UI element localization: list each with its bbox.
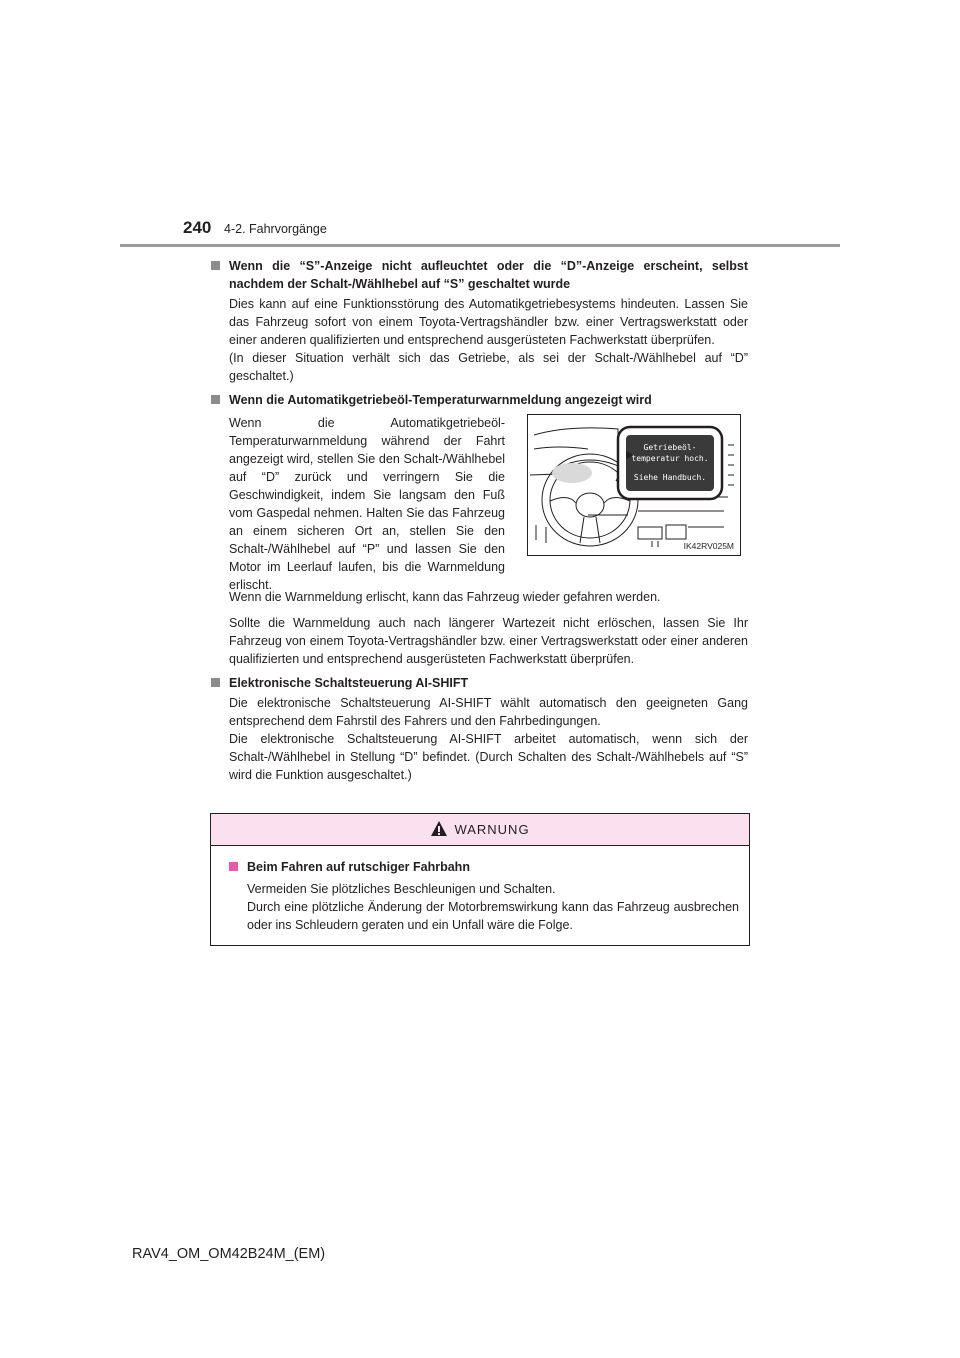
document-code: RAV4_OM_OM42B24M_(EM) [132, 1246, 326, 1262]
heading-text: Wenn die “S”-Anzeige nicht aufleuchtet oder die “D”-Anzeige erscheint, selbst nachdem der Schalt-/Wählhebel auf “S” geschaltet wurde [229, 259, 748, 291]
heading-text: Wenn die Automatikgetriebeöl-Temperaturwarnmeldung angezeigt wird [229, 393, 652, 407]
paragraph: (In dieser Situation verhält sich das Getriebe, als sei der Schalt-/Wählhebel auf “D” geschaltet.) [229, 351, 748, 383]
main-content [211, 257, 748, 784]
section-heading-s-indicator [211, 257, 748, 293]
heading-text: Beim Fahren auf rutschiger Fahrbahn [247, 860, 470, 874]
warning-title: WARNUNG [454, 822, 530, 837]
square-bullet-icon [211, 395, 220, 404]
paragraph: Die elektronische Schaltsteuerung AI-SHIFT arbeitet automatisch, wenn sich der Schalt-/Wählhebel in Stellung “D” befindet. (Durch Schalten des Schalt-/Wählhebels auf “S” wird die Funktion ausgeschaltet.) [229, 732, 748, 782]
warning-text: Vermeiden Sie plötzliches Beschleunigen und Schalten. [247, 882, 556, 896]
page-number: 240 [183, 218, 212, 237]
warning-box [210, 813, 750, 946]
section-heading-oil-temperature [211, 391, 748, 409]
section-title: 4-2. Fahrvorgänge [224, 222, 327, 236]
section-heading-ai-shift [211, 674, 748, 692]
dashboard-illustration [527, 414, 741, 556]
warning-body [211, 846, 749, 934]
square-bullet-icon [211, 678, 220, 687]
paragraph: Dies kann auf eine Funktionsstörung des Automatikgetriebesystems hindeuten. Lassen Sie das Fahrzeug sofort von einem Toyota-Vertragshändler bzw. einer Vertragswerkstatt oder einer anderen qualifizierten und entsprechend ausgerüsteten Fachwerkstatt überprüfen. [229, 297, 748, 347]
figure-row [211, 414, 748, 590]
paragraph: Sollte die Warnmeldung auch nach längerer Wartezeit nicht erlöschen, lassen Sie Ihr Fahrzeug von einem Toyota-Vertragshändler bzw. einer Vertragswerkstatt oder einer anderen qualifizierten und entsprechend ausgerüsteten Fachwerkstatt überprüfen. [229, 616, 748, 666]
warning-triangle-icon [430, 820, 448, 837]
warning-text: Durch eine plötzliche Änderung der Motorbremswirkung kann das Fahrzeug ausbrechen oder ins Schleudern geraten und ein Unfall wäre die Folge. [247, 900, 739, 932]
heading-text: Elektronische Schaltsteuerung AI-SHIFT [229, 676, 469, 690]
warning-heading [229, 858, 739, 876]
figure-code: IK42RV025M [683, 541, 734, 551]
paragraph: Die elektronische Schaltsteuerung AI-SHIFT wählt automatisch den geeigneten Gang entsprechend dem Fahrstil des Fahrers und den Fahrbedingungen. [229, 696, 748, 728]
display-line-3: Siehe Handbuch. [633, 473, 707, 482]
header-rule [120, 244, 840, 247]
display-line-1: Getriebeöl- [643, 443, 697, 452]
display-line-2: temperatur hoch. [631, 454, 709, 463]
dashboard-drawing [528, 415, 740, 555]
warning-header [211, 814, 749, 846]
square-bullet-icon [211, 261, 220, 270]
square-bullet-icon [229, 862, 238, 871]
paragraph: Wenn die Warnmeldung erlischt, kann das Fahrzeug wieder gefahren werden. [229, 590, 661, 604]
figure-description: Wenn die Automatikgetriebeöl-Temperaturwarnmeldung während der Fahrt angezeigt wird, stellen Sie den Schalt-/Wählhebel auf “D” zurück und verringern Sie die Geschwindigkeit, indem Sie langsam den Fuß vom Gaspedal nehmen. Halten Sie das Fahrzeug an einem sicheren Ort an, stellen Sie den Schalt-/Wählhebel auf “P” und lassen Sie den Motor im Leerlauf laufen, bis die Warnmeldung erlischt. [229, 416, 505, 592]
